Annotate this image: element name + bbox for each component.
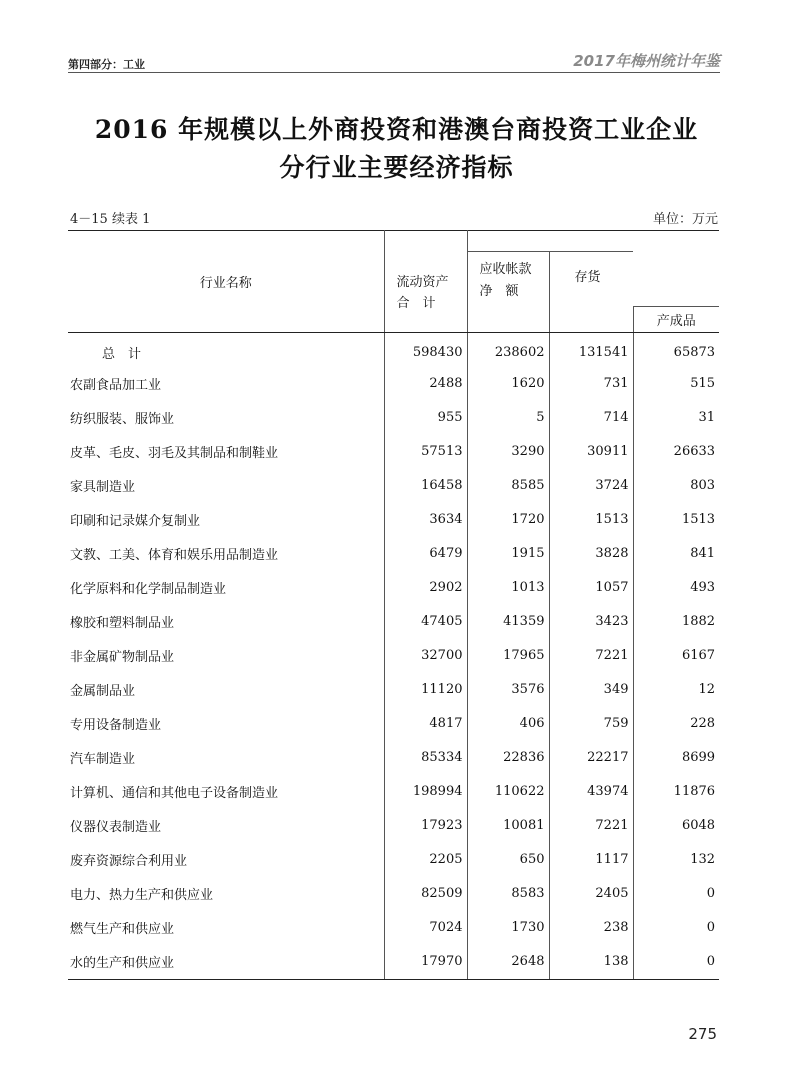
cell-finished-goods: 228 [633, 707, 719, 741]
cell-current-assets: 32700 [384, 639, 467, 673]
row-industry-name: 家具制造业 [70, 480, 136, 495]
cell-current-assets: 4817 [384, 707, 467, 741]
cell-current-assets: 16458 [384, 469, 467, 503]
section-label: 第四部分：工业 [68, 58, 145, 71]
table-row [68, 503, 719, 537]
cell-inventory: 714 [549, 401, 633, 435]
cell-finished-goods: 0 [633, 877, 719, 911]
cell-finished-goods: 8699 [633, 741, 719, 775]
header-finished-goods [633, 306, 719, 332]
row-industry-name: 非金属矿物制品业 [70, 650, 175, 665]
cell-receivables: 2648 [467, 945, 549, 980]
cell-inventory: 1513 [549, 503, 633, 537]
row-industry-name: 金属制品业 [70, 684, 136, 699]
cell-inventory: 3724 [549, 469, 633, 503]
page-title-line2: 分行业主要经济指标 [279, 153, 514, 182]
cell-current-assets: 198994 [384, 775, 467, 809]
table-row [68, 911, 719, 945]
cell-receivables: 10081 [467, 809, 549, 843]
cell-current-assets: 57513 [384, 435, 467, 469]
page-title-line1: 2016 年规模以上外商投资和港澳台商投资工业企业 [94, 115, 699, 144]
cell-receivables: 8585 [467, 469, 549, 503]
cell-finished-goods: 31 [633, 401, 719, 435]
header-inventory-label: 存货 [574, 270, 601, 285]
row-industry-name: 水的生产和供应业 [68, 945, 384, 980]
cell-finished-goods: 12 [633, 673, 719, 707]
cell-finished-goods: 11876 [633, 775, 719, 809]
cell-finished-goods: 493 [633, 571, 719, 605]
header-finished-goods-label: 产成品 [656, 313, 696, 329]
header-current-assets-line1: 流动资产 [396, 275, 449, 290]
running-header [68, 50, 720, 74]
table-row [68, 877, 719, 911]
table-row [68, 945, 719, 980]
table-row [68, 435, 719, 469]
header-current-assets-line2: 合 计 [396, 296, 436, 311]
table-row [68, 809, 719, 843]
table-row [68, 843, 719, 877]
cell-receivables: 22836 [467, 741, 549, 775]
row-industry-name: 文教、工美、体育和娱乐用品制造业 [70, 548, 279, 563]
cell-receivables: 1620 [467, 367, 549, 401]
cell-finished-goods: 132 [633, 843, 719, 877]
cell-receivables: 3290 [467, 435, 549, 469]
row-industry-name: 农副食品加工业 [70, 378, 162, 393]
cell-finished-goods: 515 [633, 367, 719, 401]
cell-inventory: 759 [549, 707, 633, 741]
row-industry-name: 橡胶和塑料制品业 [70, 616, 175, 631]
cell-current-assets: 598430 [384, 332, 467, 367]
cell-receivables: 41359 [467, 605, 549, 639]
cell-current-assets: 2488 [384, 367, 467, 401]
table-row [68, 332, 719, 367]
cell-finished-goods: 803 [633, 469, 719, 503]
header-receivables [467, 252, 549, 333]
header-receivables-line2: 净 额 [479, 284, 519, 299]
page-number: 275 [688, 1025, 717, 1043]
cell-finished-goods: 841 [633, 537, 719, 571]
table-number: 4－15 续表 1 [70, 212, 151, 227]
table-row [68, 741, 719, 775]
cell-receivables: 1720 [467, 503, 549, 537]
table-row [68, 469, 719, 503]
cell-inventory: 349 [549, 673, 633, 707]
row-industry-name: 纺织服装、服饰业 [70, 412, 175, 427]
cell-inventory: 7221 [549, 639, 633, 673]
cell-finished-goods: 26633 [633, 435, 719, 469]
table-row [68, 707, 719, 741]
cell-inventory: 3828 [549, 537, 633, 571]
cell-current-assets: 47405 [384, 605, 467, 639]
cell-receivables: 1730 [467, 911, 549, 945]
row-industry-name: 仪器仪表制造业 [70, 820, 162, 835]
row-industry-name: 废弃资源综合利用业 [70, 854, 188, 869]
cell-current-assets: 7024 [384, 911, 467, 945]
cell-current-assets: 2205 [384, 843, 467, 877]
cell-receivables: 1915 [467, 537, 549, 571]
yearbook-title: 2017年梅州统计年鉴 [573, 52, 720, 70]
cell-current-assets: 85334 [384, 741, 467, 775]
header-gap [633, 252, 719, 307]
row-industry-name: 电力、热力生产和供应业 [70, 888, 214, 903]
table-row [68, 571, 719, 605]
header-blank [467, 231, 719, 252]
cell-current-assets: 11120 [384, 673, 467, 707]
row-industry-name: 总 计 [102, 347, 142, 362]
row-industry-name: 燃气生产和供应业 [70, 922, 175, 937]
cell-receivables: 17965 [467, 639, 549, 673]
cell-current-assets: 17970 [384, 945, 467, 980]
header-rule [68, 72, 720, 73]
row-industry-name: 皮革、毛皮、羽毛及其制品和制鞋业 [70, 446, 279, 461]
cell-inventory: 138 [549, 945, 633, 980]
cell-finished-goods: 1513 [633, 503, 719, 537]
header-industry-label: 行业名称 [199, 275, 252, 291]
cell-receivables: 8583 [467, 877, 549, 911]
cell-current-assets: 6479 [384, 537, 467, 571]
table-row [68, 605, 719, 639]
cell-finished-goods: 0 [633, 911, 719, 945]
cell-receivables: 650 [467, 843, 549, 877]
cell-inventory: 22217 [549, 741, 633, 775]
cell-inventory: 43974 [549, 775, 633, 809]
cell-finished-goods: 65873 [633, 332, 719, 367]
header-industry [68, 231, 384, 333]
cell-finished-goods: 1882 [633, 605, 719, 639]
row-industry-name: 汽车制造业 [70, 752, 136, 767]
cell-receivables: 110622 [467, 775, 549, 809]
cell-current-assets: 3634 [384, 503, 467, 537]
cell-inventory: 30911 [549, 435, 633, 469]
cell-inventory: 3423 [549, 605, 633, 639]
cell-inventory: 238 [549, 911, 633, 945]
row-industry-name: 印刷和记录媒介复制业 [70, 514, 201, 529]
table-row [68, 401, 719, 435]
cell-inventory: 131541 [549, 332, 633, 367]
cell-inventory: 1057 [549, 571, 633, 605]
header-current-assets [384, 231, 467, 333]
cell-receivables: 238602 [467, 332, 549, 367]
cell-receivables: 5 [467, 401, 549, 435]
cell-inventory: 1117 [549, 843, 633, 877]
cell-finished-goods: 6048 [633, 809, 719, 843]
cell-finished-goods: 0 [633, 945, 719, 980]
row-industry-name: 化学原料和化学制品制造业 [70, 582, 227, 597]
table-row [68, 673, 719, 707]
row-industry-name: 专用设备制造业 [70, 718, 162, 733]
cell-current-assets: 17923 [384, 809, 467, 843]
cell-current-assets: 82509 [384, 877, 467, 911]
cell-inventory: 731 [549, 367, 633, 401]
cell-inventory: 2405 [549, 877, 633, 911]
unit-label: 单位：万元 [652, 212, 718, 227]
cell-current-assets: 2902 [384, 571, 467, 605]
header-inventory [549, 252, 633, 333]
cell-receivables: 406 [467, 707, 549, 741]
cell-receivables: 1013 [467, 571, 549, 605]
table-row [68, 639, 719, 673]
table-row [68, 537, 719, 571]
header-receivables-line1: 应收帐款 [479, 262, 532, 277]
cell-finished-goods: 6167 [633, 639, 719, 673]
table-row [68, 775, 719, 809]
row-industry-name: 计算机、通信和其他电子设备制造业 [70, 786, 279, 801]
cell-inventory: 7221 [549, 809, 633, 843]
table-row [68, 367, 719, 401]
cell-receivables: 3576 [467, 673, 549, 707]
indicator-table [68, 230, 719, 980]
cell-current-assets: 955 [384, 401, 467, 435]
